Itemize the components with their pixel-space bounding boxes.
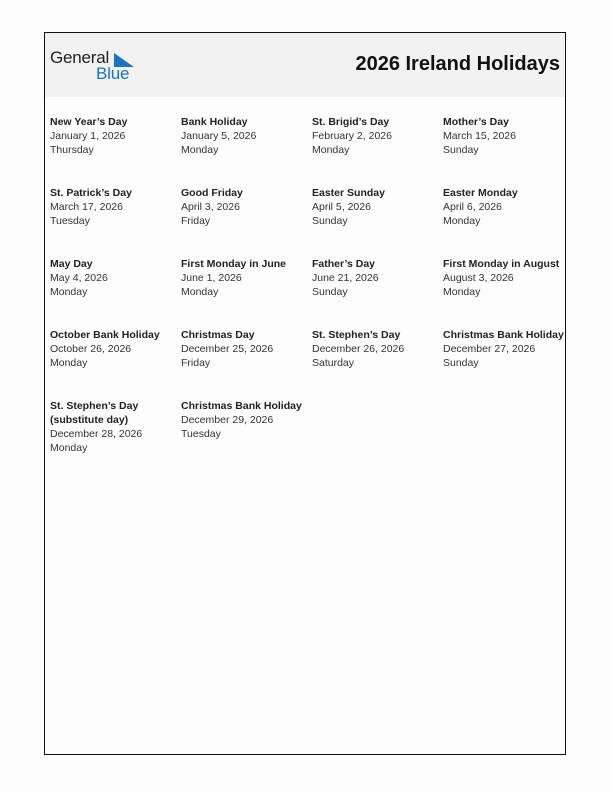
holiday-name: St. Stephen’s Day <box>312 329 401 341</box>
holiday-item <box>181 257 312 328</box>
holiday-date: June 1, 2026 <box>181 272 242 284</box>
holiday-name: Christmas Bank Holiday <box>443 329 564 341</box>
holiday-weekday: Monday <box>181 144 219 156</box>
holiday-date: December 28, 2026 <box>50 428 143 440</box>
holiday-item <box>312 186 443 257</box>
holiday-weekday: Saturday <box>312 357 355 369</box>
holiday-name: October Bank Holiday <box>50 329 160 341</box>
holiday-item <box>50 328 181 399</box>
holiday-weekday: Monday <box>443 215 481 227</box>
holiday-date: August 3, 2026 <box>443 272 514 284</box>
holiday-item <box>181 399 312 470</box>
holiday-name: Mother’s Day <box>443 116 509 128</box>
holiday-date: April 3, 2026 <box>181 201 240 213</box>
holiday-item <box>181 328 312 399</box>
calendar-sheet <box>44 32 566 755</box>
holiday-item <box>443 328 570 399</box>
holiday-item <box>312 328 443 399</box>
holiday-date: December 25, 2026 <box>181 343 274 355</box>
holiday-name: First Monday in June <box>181 258 287 270</box>
holiday-item <box>50 399 181 470</box>
holiday-date: April 6, 2026 <box>443 201 502 213</box>
holiday-name: New Year’s Day <box>50 116 128 128</box>
holiday-name: Christmas Day <box>181 329 255 341</box>
holiday-date: March 15, 2026 <box>443 130 516 142</box>
holiday-date: February 2, 2026 <box>312 130 392 142</box>
holiday-weekday: Monday <box>50 442 88 454</box>
holiday-name: St. Patrick’s Day <box>50 187 132 199</box>
holiday-date: December 29, 2026 <box>181 414 274 426</box>
holiday-item <box>181 186 312 257</box>
holiday-weekday: Monday <box>50 286 88 298</box>
holiday-name: St. Brigid’s Day <box>312 116 390 128</box>
holiday-name: Easter Monday <box>443 187 518 199</box>
logo-general-text: General <box>50 48 110 67</box>
holiday-date: December 27, 2026 <box>443 343 536 355</box>
holiday-grid <box>50 115 570 470</box>
holiday-item <box>443 257 570 328</box>
holiday-item <box>181 115 312 186</box>
holiday-date: May 4, 2026 <box>50 272 108 284</box>
holiday-date: June 21, 2026 <box>312 272 379 284</box>
holiday-date: December 26, 2026 <box>312 343 405 355</box>
holiday-name: Good Friday <box>181 187 243 199</box>
holiday-date: January 1, 2026 <box>50 130 126 142</box>
holiday-weekday: Sunday <box>443 144 479 156</box>
logo-blue-text: Blue <box>96 64 130 83</box>
holiday-name: Father’s Day <box>312 258 376 270</box>
holiday-date: October 26, 2026 <box>50 343 132 355</box>
holiday-item <box>443 115 570 186</box>
holiday-date: January 5, 2026 <box>181 130 257 142</box>
holiday-item <box>50 257 181 328</box>
holiday-weekday: Monday <box>50 357 88 369</box>
holiday-name: Bank Holiday <box>181 116 248 128</box>
holiday-weekday: Friday <box>181 215 211 227</box>
holiday-name: St. Stephen’s Day (substitute day) <box>50 400 139 426</box>
generalblue-logo[interactable] <box>50 48 140 88</box>
holiday-weekday: Monday <box>443 286 481 298</box>
header <box>45 33 565 97</box>
holiday-weekday: Sunday <box>312 286 348 298</box>
holiday-item <box>443 186 570 257</box>
holiday-date: April 5, 2026 <box>312 201 371 213</box>
holiday-weekday: Sunday <box>312 215 348 227</box>
holiday-name: First Monday in August <box>443 258 560 270</box>
holiday-name: May Day <box>50 258 93 270</box>
page-title: 2026 Ireland Holidays <box>355 53 560 75</box>
holiday-date: March 17, 2026 <box>50 201 123 213</box>
holiday-weekday: Thursday <box>50 144 94 156</box>
holiday-weekday: Sunday <box>443 357 479 369</box>
holiday-item <box>50 115 181 186</box>
holiday-weekday: Tuesday <box>181 428 221 440</box>
holiday-weekday: Monday <box>181 286 219 298</box>
holiday-weekday: Tuesday <box>50 215 90 227</box>
holiday-name: Christmas Bank Holiday <box>181 400 302 412</box>
holiday-item <box>312 257 443 328</box>
holiday-weekday: Monday <box>312 144 350 156</box>
holiday-item <box>312 115 443 186</box>
holiday-name: Easter Sunday <box>312 187 385 199</box>
holiday-item <box>50 186 181 257</box>
holiday-weekday: Friday <box>181 357 211 369</box>
